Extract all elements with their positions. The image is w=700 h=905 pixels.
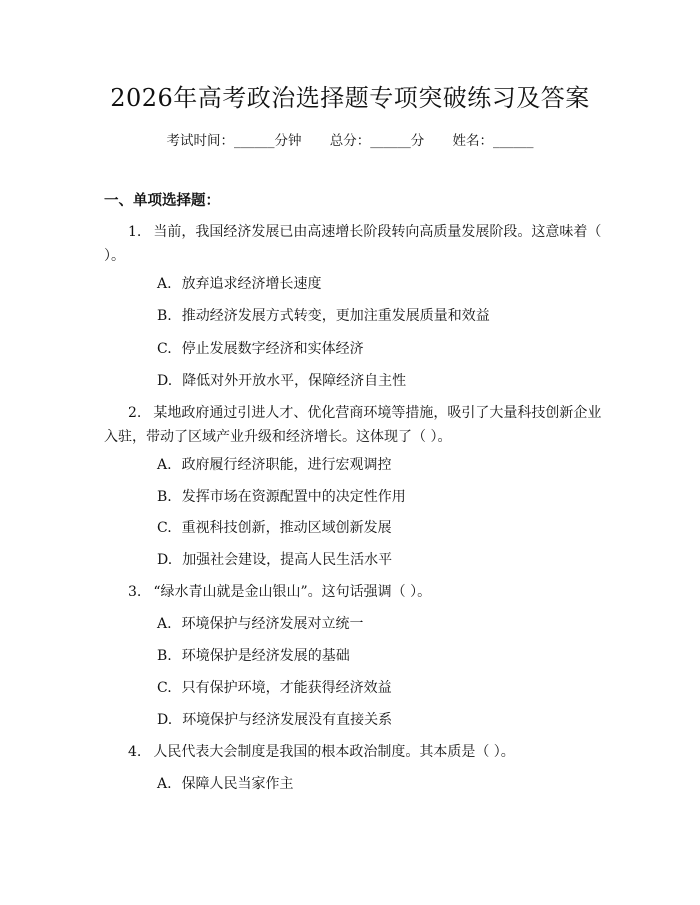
- question-1: [104, 221, 602, 268]
- question-number: 2.: [128, 405, 142, 421]
- option-text: 停止发展数字经济和实体经济: [181, 341, 364, 357]
- option-letter: D.: [157, 712, 173, 728]
- option-letter: B.: [157, 489, 172, 505]
- question-text: “绿水青山就是金山银山”。这句话强调（ ）。: [153, 584, 432, 600]
- option-letter: C.: [157, 520, 172, 536]
- question-3-option-d: [157, 709, 392, 731]
- question-3-option-b: [157, 645, 350, 667]
- option-letter: A.: [157, 776, 172, 792]
- option-letter: D.: [157, 373, 173, 389]
- option-text: 降低对外开放水平，保障经济自主性: [182, 373, 407, 389]
- option-text: 重视科技创新，推动区域创新发展: [181, 520, 392, 536]
- exam-meta-line: [0, 131, 700, 151]
- question-number: 3.: [128, 584, 142, 600]
- option-text: 放弃追求经济增长速度: [181, 276, 322, 292]
- total-score-field: 总分：______分: [329, 133, 425, 149]
- option-letter: A.: [157, 616, 172, 632]
- question-4-option-a: [157, 773, 294, 795]
- page-title: 2026年高考政治选择题专项突破练习及答案: [110, 84, 590, 112]
- question-2-option-d: [157, 549, 392, 571]
- question-number: 1.: [128, 224, 142, 240]
- option-text: 推动经济发展方式转变，更加注重发展质量和效益: [181, 308, 490, 324]
- option-letter: A.: [157, 276, 172, 292]
- option-text: 政府履行经济职能，进行宏观调控: [181, 457, 392, 473]
- question-2-option-c: [157, 517, 392, 539]
- question-3-option-a: [157, 613, 364, 635]
- option-text: 环境保护是经济发展的基础: [181, 648, 350, 664]
- question-text: 当前，我国经济发展已由高速增长阶段转向高质量发展阶段。这意味着（ ）。: [104, 224, 602, 264]
- question-3-option-c: [157, 677, 392, 699]
- question-2-option-a: [157, 454, 392, 476]
- question-text: 某地政府通过引进人才、优化营商环境等措施，吸引了大量科技创新企业入驻，带动了区域产业升级和经济增长。这体现了（ ）。: [104, 405, 602, 445]
- option-text: 加强社会建设，提高人民生活水平: [182, 552, 393, 568]
- question-text: 人民代表大会制度是我国的根本政治制度。其本质是（ ）。: [153, 744, 515, 760]
- question-4: [104, 741, 602, 765]
- exam-time-field: 考试时间：______分钟: [166, 133, 302, 149]
- student-name-field: 姓名：______: [452, 133, 534, 149]
- question-1-option-d: [157, 370, 406, 392]
- option-letter: C.: [157, 341, 172, 357]
- section-heading: 一、单项选择题：: [104, 192, 220, 209]
- question-1-option-a: [157, 273, 322, 295]
- question-1-option-b: [157, 305, 490, 327]
- question-1-option-c: [157, 338, 364, 360]
- option-letter: A.: [157, 457, 172, 473]
- option-letter: C.: [157, 680, 172, 696]
- option-letter: B.: [157, 648, 172, 664]
- option-text: 只有保护环境，才能获得经济效益: [181, 680, 392, 696]
- question-3: [104, 581, 602, 605]
- option-text: 环境保护与经济发展没有直接关系: [182, 712, 393, 728]
- option-text: 环境保护与经济发展对立统一: [181, 616, 364, 632]
- question-number: 4.: [128, 744, 142, 760]
- option-letter: B.: [157, 308, 172, 324]
- question-2: [104, 402, 602, 449]
- option-text: 发挥市场在资源配置中的决定性作用: [181, 489, 406, 505]
- option-letter: D.: [157, 552, 173, 568]
- question-2-option-b: [157, 486, 406, 508]
- option-text: 保障人民当家作主: [181, 776, 294, 792]
